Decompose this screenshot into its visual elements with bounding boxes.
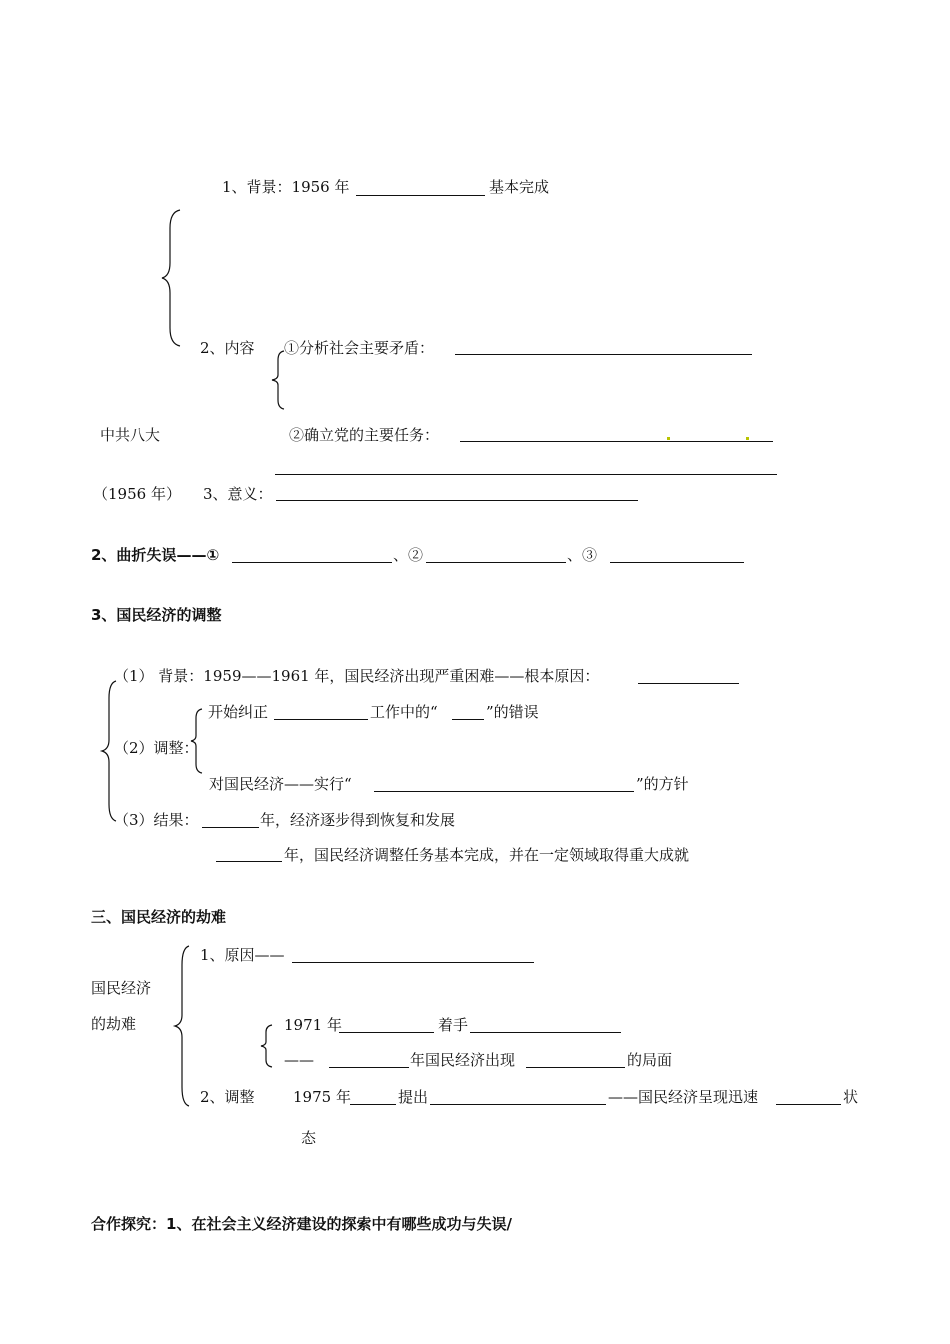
cooperation-question: 合作探究：1、在社会主义经济建设的探索中有哪些成功与失误/ <box>91 1215 512 1233</box>
contradiction-label: ①分析社会主要矛盾： <box>284 339 435 357</box>
content-label: 2、内容 <box>200 339 255 357</box>
background-suffix: 基本完成 <box>489 178 550 196</box>
mistake-2-blank[interactable] <box>426 562 566 563</box>
row1-blank-2[interactable] <box>470 1032 621 1033</box>
task-label: ②确立党的主要任务： <box>289 426 440 444</box>
cause-blank[interactable] <box>292 962 534 963</box>
row1-mid: 着手 <box>438 1016 469 1034</box>
content-brace <box>270 350 288 410</box>
background-blank[interactable] <box>356 195 485 196</box>
adjust-end: 状 <box>843 1088 859 1106</box>
result-1-suffix: 年，经济逐步得到恢复和发展 <box>260 811 456 829</box>
party8-brace <box>160 208 184 348</box>
adjust-label: （2）调整： <box>114 739 199 757</box>
row1-prefix: 1971 年 <box>284 1016 342 1034</box>
fix-error-blank[interactable] <box>452 719 484 720</box>
party8-title: 中共八大 <box>100 426 161 444</box>
party8-year: （1956 年） <box>93 485 181 503</box>
row2-mid: 年国民经济出现 <box>410 1051 516 1069</box>
disaster-adjust-label: 2、调整 <box>200 1088 255 1106</box>
disaster-side-title: 国民经济 <box>91 979 152 997</box>
fix-prefix: 开始纠正 <box>208 703 269 721</box>
mistake-2-label: 、② <box>393 546 424 564</box>
adjust-proposal-blank[interactable] <box>430 1104 606 1105</box>
root-cause-blank[interactable] <box>638 683 739 684</box>
result-2-blank[interactable] <box>216 861 282 862</box>
mistake-3-label: 、③ <box>567 546 598 564</box>
meaning-label: 3、意义： <box>203 485 273 503</box>
cause-label: 1、原因—— <box>200 946 285 964</box>
policy-prefix: 对国民经济——实行“ <box>209 775 352 793</box>
disaster-heading: 三、国民经济的劫难 <box>91 908 227 926</box>
contradiction-blank[interactable] <box>455 354 752 355</box>
row2-blank-2[interactable] <box>526 1067 625 1068</box>
marker-dot <box>746 437 749 440</box>
result-label: （3）结果： <box>114 811 199 829</box>
meaning-blank[interactable] <box>276 500 638 501</box>
row2-suffix: 的局面 <box>627 1051 673 1069</box>
disaster-sub-brace <box>259 1024 275 1068</box>
fix-suffix: ”的错误 <box>486 703 539 721</box>
adjust-dash: ——国民经济呈现迅速 <box>608 1088 759 1106</box>
policy-blank[interactable] <box>374 791 634 792</box>
marker-dot <box>667 437 670 440</box>
adjust-1975: 1975 年 <box>293 1088 351 1106</box>
mistake-3-blank[interactable] <box>610 562 744 563</box>
adjustment-heading: 3、国民经济的调整 <box>91 606 222 624</box>
policy-suffix: ”的方针 <box>636 775 689 793</box>
fix-work-blank[interactable] <box>274 719 368 720</box>
adjust-wrap: 态 <box>301 1129 317 1147</box>
adjust-1975-blank[interactable] <box>350 1104 396 1105</box>
background-label: 1、背景：1956 年 <box>222 178 350 196</box>
adjust-background-text: （1） 背景：1959——1961 年，国民经济出现严重困难——根本原因： <box>114 667 600 685</box>
row2-prefix: —— <box>284 1051 314 1069</box>
disaster-side-subtitle: 的劫难 <box>91 1015 137 1033</box>
adjust-state-blank[interactable] <box>776 1104 841 1105</box>
disaster-brace <box>172 945 192 1107</box>
mistakes-label: 2、曲折失误——① <box>91 546 220 564</box>
mistake-1-blank[interactable] <box>232 562 392 563</box>
result-1-blank[interactable] <box>202 827 259 828</box>
result-2-suffix: 年，国民经济调整任务基本完成，并在一定领域取得重大成就 <box>284 846 690 864</box>
task-blank[interactable] <box>460 441 773 442</box>
row2-blank[interactable] <box>329 1067 409 1068</box>
fix-mid: 工作中的“ <box>370 703 438 721</box>
adjust-proposed: 提出 <box>398 1088 429 1106</box>
row1-blank[interactable] <box>339 1032 434 1033</box>
task-blank-line2[interactable] <box>275 474 777 475</box>
